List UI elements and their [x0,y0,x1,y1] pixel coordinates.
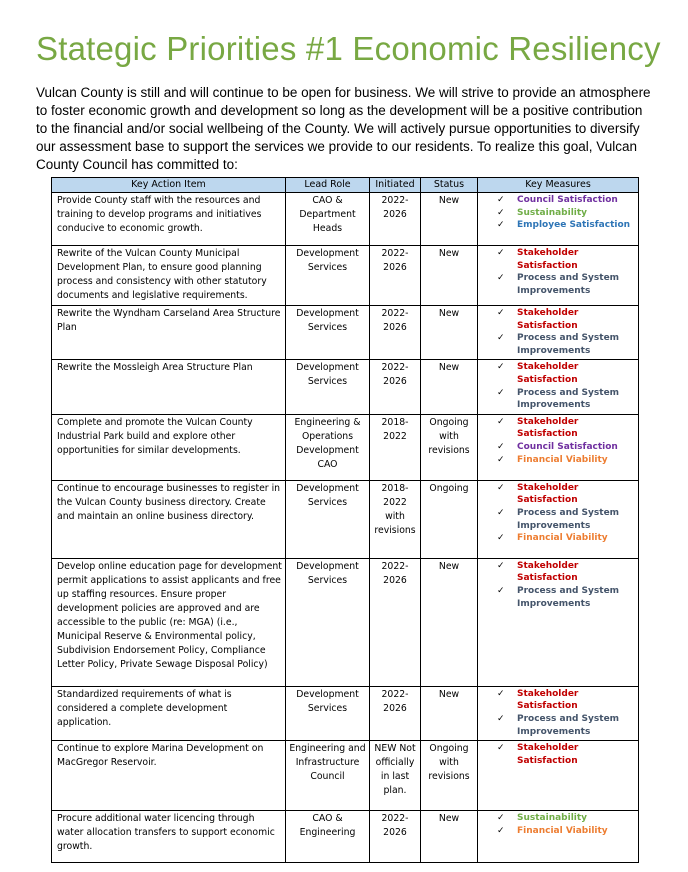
key-measure-label: Process and System Improvements [517,387,620,411]
header-status: Status [421,178,478,193]
key-measures-cell [478,480,639,558]
status-cell: New [421,193,478,246]
checkmark-icon: ✓ [497,207,505,218]
action-cell: Develop online education page for development permit applications to assist applicants and free up staffing resources. Ensure proper development policies are approved and are accessible to the public (re: MGA) (i.e., Municipal Reserve & Environmental policy, Subdivision Endorsement Policy, Compliance Letter Policy, Private Sewage Disposal Policy) [52,558,286,686]
status-cell: New [421,811,478,863]
status-cell: Ongoing with revisions [421,414,478,480]
key-measure-item [497,825,635,838]
checkmark-icon: ✓ [497,533,505,544]
lead-role-cell: Development Services [286,480,370,558]
table-row [52,360,639,414]
checkmark-icon: ✓ [497,688,505,699]
key-measure-label: Council Satisfaction [517,195,618,205]
table-header-row [52,178,639,193]
header-initiated: Initiated [370,178,421,193]
initiated-cell: 2022-2026 [370,811,421,863]
key-measure-label: Sustainability [517,813,588,824]
key-measure-item [497,441,635,454]
key-measures-cell [478,741,639,811]
table-row [52,480,639,558]
initiated-cell: 2022-2026 [370,193,421,246]
lead-role-cell: Development Services [286,686,370,740]
initiated-cell: 2022-2026 [370,360,421,414]
table-row [52,193,639,246]
checkmark-icon: ✓ [497,507,505,518]
key-measure-item [497,194,635,207]
key-measures-list [483,247,635,297]
action-cell: Continue to explore Marina Development on MacGregor Reservoir. [52,741,286,811]
table-row [52,306,639,360]
checkmark-icon: ✓ [497,585,505,596]
key-measure-label: Process and System Improvements [517,585,620,609]
key-measure-item [497,207,635,220]
key-measure-label: Financial Viability [517,454,608,465]
lead-role-cell: Engineering and Infrastructure Council [286,741,370,811]
action-cell: Complete and promote the Vulcan County Industrial Park build and explore other opportunities for similar developments. [52,414,286,480]
initiated-cell: 2022-2026 [370,558,421,686]
key-measure-label: Process and System Improvements [517,507,620,531]
priorities-table [51,177,639,863]
key-measures-list [483,482,635,545]
key-measure-label: Stakeholder Satisfaction [517,308,579,331]
key-measures-list [483,742,635,767]
key-measure-item [497,742,635,767]
checkmark-icon: ✓ [497,813,505,824]
initiated-cell: NEW Not officially in last plan. [370,741,421,811]
checkmark-icon: ✓ [497,454,505,465]
table-row [52,741,639,811]
key-measures-list [483,307,635,357]
key-measures-list [483,560,635,610]
key-measure-item [497,272,635,297]
header-key-action-item: Key Action Item [52,178,286,193]
page-title: Stategic Priorities #1 Economic Resiliency [36,30,661,67]
action-cell: Continue to encourage businesses to register in the Vulcan County business directory. Create and maintain an online business directory. [52,480,286,558]
key-measures-cell [478,306,639,360]
status-cell: Ongoing [421,480,478,558]
key-measure-label: Process and System Improvements [517,713,620,737]
status-cell: New [421,306,478,360]
action-cell: Procure additional water licencing through water allocation transfers to support economic growth. [52,811,286,863]
key-measure-label: Stakeholder Satisfaction [517,482,579,506]
key-measure-label: Stakeholder Satisfaction [517,560,579,584]
key-measure-label: Stakeholder Satisfaction [517,416,579,440]
intro-paragraph: Vulcan County is still and will continue to be open for business. We will strive to provide an atmosphere to foster economic growth and development so long as the development will be a positive contribution to the financial and/or social wellbeing of the County. We will actively pursue opportunities to diversify our assessment base to support the services we provide to our residents. To realize this goal, Vulcan County Council has committed to: [36,85,651,172]
checkmark-icon: ✓ [497,248,505,258]
table-row [52,558,639,686]
key-measure-label: Financial Viability [517,533,608,544]
key-measure-label: Process and System Improvements [517,273,620,296]
checkmark-icon: ✓ [497,362,505,373]
key-measure-item [497,560,635,585]
key-measure-item [497,361,635,386]
key-measure-item [497,307,635,332]
lead-role-cell: CAO & Engineering [286,811,370,863]
checkmark-icon: ✓ [497,195,505,205]
key-measure-item [497,532,635,545]
status-cell: New [421,686,478,740]
key-measure-label: Sustainability [517,207,588,218]
key-measure-item [497,812,635,825]
initiated-cell: 2018-2022 with revisions [370,480,421,558]
key-measures-list [483,688,635,738]
key-measure-label: Stakeholder Satisfaction [517,362,579,385]
action-cell: Rewrite of the Vulcan County Municipal Development Plan, to ensure good planning process and consistency with other statutory documents and legislative requirements. [52,246,286,306]
key-measure-item [497,507,635,532]
action-cell: Rewrite the Mossleigh Area Structure Plan [52,360,286,414]
checkmark-icon: ✓ [497,220,505,231]
key-measures-cell [478,686,639,740]
key-measures-cell [478,360,639,414]
checkmark-icon: ✓ [497,482,505,493]
initiated-cell: 2018-2022 [370,414,421,480]
header-key-measures: Key Measures [478,178,639,193]
key-measures-cell [478,414,639,480]
initiated-cell: 2022-2026 [370,306,421,360]
key-measure-item [497,454,635,467]
initiated-cell: 2022-2026 [370,246,421,306]
key-measure-label: Council Satisfaction [517,441,618,452]
key-measure-label: Stakeholder Satisfaction [517,248,579,271]
status-cell: New [421,360,478,414]
key-measures-cell [478,811,639,863]
lead-role-cell: CAO & Department Heads [286,193,370,246]
checkmark-icon: ✓ [497,333,505,344]
key-measure-item [497,219,635,232]
key-measures-cell [478,558,639,686]
status-cell: New [421,558,478,686]
lead-role-cell: Development Services [286,360,370,414]
checkmark-icon: ✓ [497,560,505,571]
table-row [52,414,639,480]
key-measures-list [483,361,635,411]
key-measure-item [497,482,635,507]
status-cell: New [421,246,478,306]
key-measures-list [483,194,635,232]
key-measures-cell [478,193,639,246]
key-measure-label: Process and System Improvements [517,333,620,356]
key-measure-item [497,387,635,412]
header-lead-role: Lead Role [286,178,370,193]
checkmark-icon: ✓ [497,441,505,452]
lead-role-cell: Engineering & Operations Development CAO [286,414,370,480]
key-measures-list [483,812,635,837]
key-measures-list [483,416,635,466]
initiated-cell: 2022-2026 [370,686,421,740]
action-cell: Rewrite the Wyndham Carseland Area Structure Plan [52,306,286,360]
key-measure-item [497,247,635,272]
table-row [52,811,639,863]
action-cell: Provide County staff with the resources and training to develop programs and initiatives conducive to economic growth. [52,193,286,246]
checkmark-icon: ✓ [497,308,505,318]
lead-role-cell: Development Services [286,306,370,360]
table-row [52,246,639,306]
key-measure-label: Stakeholder Satisfaction [517,688,579,712]
key-measure-item [497,713,635,738]
table-row [52,686,639,740]
checkmark-icon: ✓ [497,416,505,427]
action-cell: Standardized requirements of what is considered a complete development application. [52,686,286,740]
checkmark-icon: ✓ [497,387,505,398]
checkmark-icon: ✓ [497,713,505,724]
checkmark-icon: ✓ [497,825,505,836]
checkmark-icon: ✓ [497,743,505,754]
lead-role-cell: Development Services [286,246,370,306]
key-measure-label: Financial Viability [517,825,608,836]
key-measures-cell [478,246,639,306]
key-measure-item [497,585,635,610]
key-measure-item [497,332,635,357]
checkmark-icon: ✓ [497,273,505,284]
key-measure-item [497,416,635,441]
key-measure-item [497,688,635,713]
key-measure-label: Stakeholder Satisfaction [517,743,579,766]
lead-role-cell: Development Services [286,558,370,686]
status-cell: Ongoing with revisions [421,741,478,811]
key-measure-label: Employee Satisfaction [517,220,631,231]
